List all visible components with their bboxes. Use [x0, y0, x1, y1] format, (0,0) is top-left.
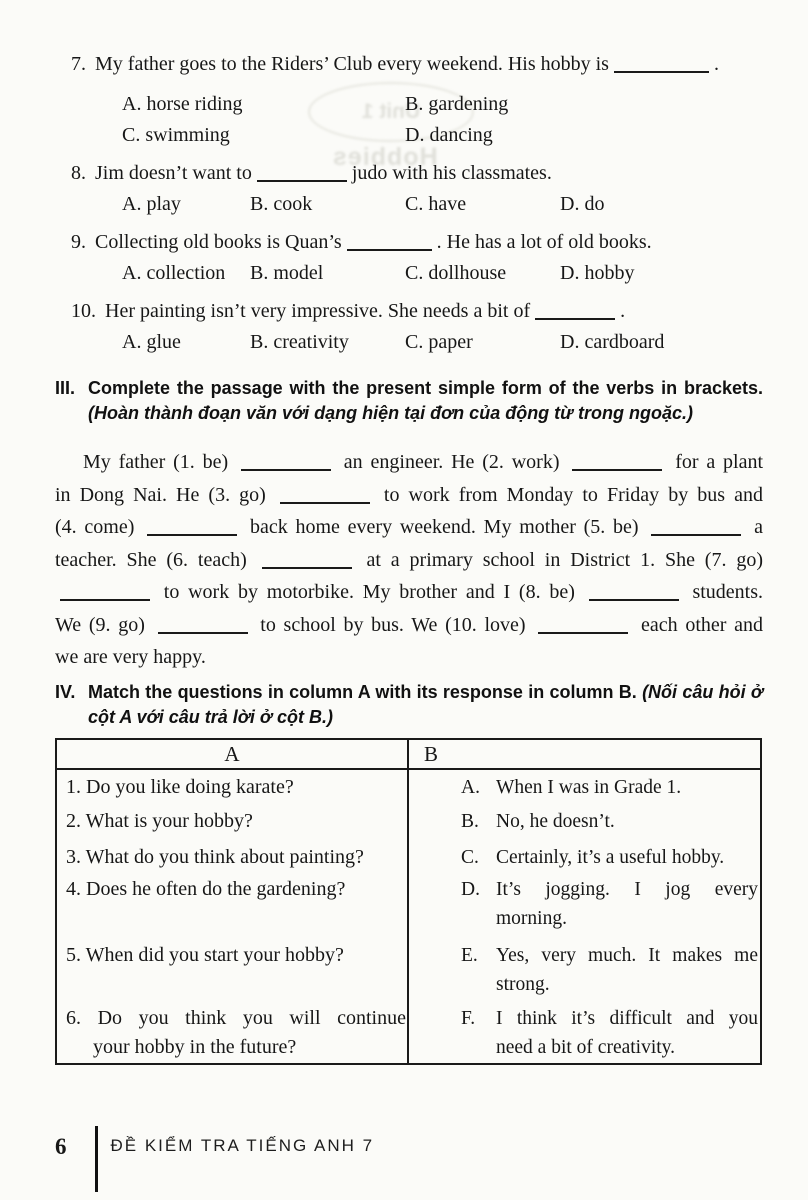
stem-text: Collecting old books is Quan’s: [95, 231, 342, 253]
item-line: I think it’s difficult and you: [496, 1007, 758, 1029]
section-label: III.: [55, 378, 76, 398]
answer-option: C. have: [405, 193, 467, 215]
blank-line: [347, 247, 432, 251]
passage-text: to work by motorbike. My brother and I (8. be): [163, 581, 575, 603]
passage-text: each other and: [641, 613, 764, 636]
blank-line: [535, 316, 615, 320]
item-line: Yes, very much. It makes me: [496, 944, 758, 966]
question-7: [55, 49, 763, 151]
question-stem: [55, 296, 763, 327]
question-9: [55, 227, 763, 289]
passage-text: a: [754, 516, 764, 538]
blank-line: [651, 532, 741, 536]
item-line: your hobby in the future?: [93, 1035, 297, 1058]
stem-tail: . He has a lot of old books.: [436, 231, 652, 253]
answer-option: D. cardboard: [560, 331, 665, 353]
response-key: A.: [461, 776, 480, 798]
blank-line: [280, 500, 370, 504]
blank-line: [538, 630, 628, 634]
question-number: 8.: [71, 162, 86, 184]
answer-option: D. do: [560, 193, 605, 215]
answer-option: D. dancing: [405, 124, 493, 146]
passage-text: teacher. She (6. teach): [55, 548, 247, 571]
footer-divider-bar: [95, 1126, 98, 1192]
response-key: F.: [461, 1007, 476, 1029]
response-key: E.: [461, 944, 478, 966]
section-label: IV.: [55, 681, 76, 702]
blank-line: [614, 69, 709, 73]
answer-options: [55, 327, 763, 358]
passage-line: [55, 479, 763, 512]
response-item-b: [461, 807, 760, 836]
question-stem: [55, 158, 763, 189]
question-number: 7.: [71, 53, 86, 75]
question-item-3: 3. What do you think about painting?: [66, 845, 364, 868]
passage-text: we are very happy.: [55, 646, 206, 668]
question-stem: [55, 227, 763, 258]
stem-text: My father goes to the Riders’ Club every weekend. His hobby is: [95, 53, 609, 75]
answer-option: A. play: [122, 193, 181, 215]
book-title: ĐỀ KIỂM TRA TIẾNG ANH 7: [110, 1136, 375, 1155]
question-number: 9.: [71, 231, 86, 253]
item-line: 6. Do you think you will continue: [66, 1006, 406, 1029]
item-line: need a bit of creativity.: [496, 1036, 676, 1058]
item-line: strong.: [496, 973, 550, 995]
blank-line: [262, 565, 352, 569]
question-item-2: 2. What is your hobby?: [66, 809, 253, 832]
answer-option: A. collection: [122, 262, 226, 284]
answer-option: B. creativity: [250, 331, 349, 353]
response-item-f: [461, 1004, 760, 1062]
blank-line: [60, 597, 150, 601]
section-title-vietnamese: (Hoàn thành đoạn văn với dạng hiện tại đơn của động từ trong ngoặc.): [88, 403, 694, 423]
section-title: [88, 680, 763, 730]
answer-option: A. glue: [122, 331, 181, 353]
section-title: [88, 376, 763, 426]
question-8: [55, 158, 763, 220]
table-header-row: [57, 740, 760, 770]
answer-option: A. horse riding: [122, 93, 243, 115]
question-number: 10.: [71, 300, 96, 322]
page-content: [55, 0, 763, 1065]
blank-line: [241, 467, 331, 471]
passage-text: We (9. go): [55, 613, 145, 636]
item-line: morning.: [496, 907, 567, 929]
answer-option: B. gardening: [405, 93, 509, 115]
item-line: It’s jogging. I jog every: [496, 878, 758, 900]
passage-text: an engineer. He (2. work): [343, 451, 560, 473]
answer-option: B. cook: [250, 193, 313, 215]
cloze-passage: [55, 446, 763, 674]
passage-line: [55, 446, 763, 479]
response-item-c: [461, 843, 760, 872]
multiple-choice-section: [55, 0, 763, 358]
item-lines: [496, 941, 758, 999]
section-iv-heading: [55, 680, 763, 730]
question-item-6: [66, 1004, 406, 1062]
answer-option: C. paper: [405, 331, 473, 353]
response-item-d: [461, 875, 760, 933]
blank-line: [589, 597, 679, 601]
answer-option: D. hobby: [560, 262, 635, 284]
response-key: C.: [461, 846, 479, 868]
item-lines: [496, 875, 758, 933]
passage-line: [55, 576, 763, 609]
blank-line: [147, 532, 237, 536]
answer-options: [55, 189, 763, 220]
item-line: No, he doesn’t.: [496, 810, 615, 832]
answer-options: [55, 89, 763, 151]
passage-text: for a plant: [675, 451, 764, 473]
answer-options: [55, 258, 763, 289]
passage-line: [55, 511, 763, 544]
passage-text: (4. come): [55, 516, 135, 538]
stem-text: Her painting isn’t very impressive. She needs a bit of: [105, 300, 531, 322]
passage-line: [55, 609, 763, 642]
table-header-column-b: B: [424, 741, 439, 766]
blank-line: [257, 178, 347, 182]
stem-tail: judo with his classmates.: [351, 162, 552, 184]
bleed-through-topic-text: Hobbies: [332, 143, 438, 171]
passage-text: in Dong Nai. He (3. go): [55, 483, 266, 506]
answer-option: C. swimming: [122, 124, 230, 146]
section-title-english: Match the questions in column A with its response in column B.: [88, 681, 637, 702]
passage-text: back home every weekend. My mother (5. be): [249, 516, 639, 538]
stem-tail: .: [713, 53, 719, 75]
section-title-english: Complete the passage with the present simple form of the verbs in brackets.: [88, 378, 763, 398]
section-title-vietnamese: (Nối câu hỏi ở cột A với câu trả lời ở cột B.): [88, 681, 763, 727]
section-iii-heading: [55, 376, 763, 426]
table-body: [57, 771, 760, 1063]
item-line: Certainly, it’s a useful hobby.: [496, 846, 725, 868]
passage-text: at a primary school in District 1. She (7. go): [366, 548, 763, 571]
table-header-column-a: A: [224, 741, 240, 766]
response-item-a: [461, 773, 760, 802]
bleed-through-unit-text: Unit 1: [361, 100, 421, 123]
question-stem: [55, 49, 763, 80]
passage-text: to work from Monday to Friday by bus and: [383, 483, 763, 506]
question-item-1: 1. Do you like doing karate?: [66, 775, 294, 798]
passage-line: [55, 544, 763, 577]
answer-option: C. dollhouse: [405, 262, 507, 284]
passage-line: [55, 641, 763, 674]
passage-text: to school by bus. We (10. love): [260, 613, 526, 636]
question-item-5: 5. When did you start your hobby?: [66, 943, 344, 966]
passage-text: students.: [692, 581, 764, 603]
question-10: [55, 296, 763, 358]
page-footer: [55, 1126, 374, 1192]
page-number: 6: [55, 1134, 67, 1159]
stem-tail: .: [620, 300, 626, 322]
question-item-4: 4. Does he often do the gardening?: [66, 877, 346, 900]
stem-text: Jim doesn’t want to: [95, 162, 252, 184]
item-lines: [496, 1004, 758, 1062]
response-key: D.: [461, 878, 480, 900]
answer-option: B. model: [250, 262, 324, 284]
item-line: When I was in Grade 1.: [496, 776, 682, 798]
passage-text: My father (1. be): [83, 451, 229, 473]
match-table: [55, 738, 762, 1065]
response-key: B.: [461, 810, 479, 832]
blank-line: [158, 630, 248, 634]
blank-line: [572, 467, 662, 471]
response-item-e: [461, 941, 760, 999]
